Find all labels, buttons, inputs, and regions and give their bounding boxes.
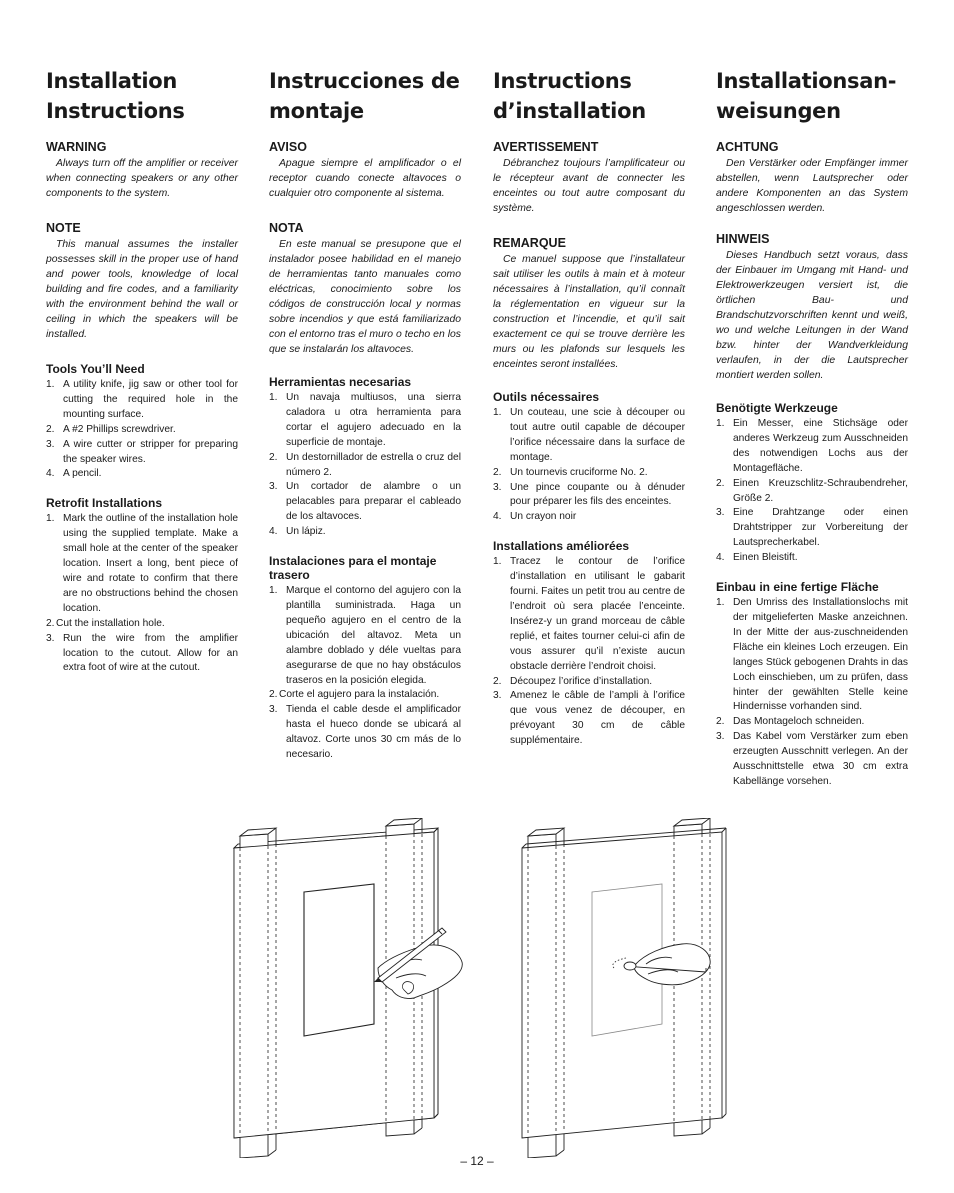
- list-item: 4. Un lápiz.: [269, 526, 326, 538]
- warning-heading: AVISO: [269, 140, 307, 154]
- list-item: 3. Das Kabel vom Verstärker zum eben erzeugten Ausschnitt verlegen. An der Ausschnittstelle etwa 30 cm extra Kabellänge vorsehen.: [716, 731, 908, 787]
- list-item: 1. Den Umriss des Installationslochs mit der mitgelieferten Maske anzeichnen. In der Mitte der aus-zuschneidenden Fläche ein kleines Loch erzeugen. Ein langes Stück gebogenen Drahts in das Loch einschieben, um zu prüfen, dass hinter der gewählten Stelle keine Hindernisse vorhanden sind.: [716, 597, 909, 713]
- illustration-mark-outline: [228, 818, 474, 1158]
- list-item: 2. A #2 Phillips screwdriver.: [46, 423, 176, 435]
- list-item: 1. A utility knife, jig saw or other tool for cutting the required hole in the mounting surface.: [46, 379, 238, 420]
- tools-heading: Tools You’ll Need: [46, 362, 145, 376]
- list-item: 1. Tracez le contour de l’orifice d’installation en utilisant le gabarit fourni. Faites un petit trou au centre de l’endroit où sera placée l’enceinte. Insérez-y un grand morceau de câble replié, et faites tourner celui-ci afin de vous assurer qu’il n’existe aucun obstacle derrière l’endroit choisi.: [493, 556, 685, 672]
- install-heading: Retrofit Installations: [46, 496, 163, 511]
- column-english: [46, 66, 238, 676]
- list-item: 4. A pencil.: [46, 468, 102, 480]
- section-title: Installation Instructions: [46, 69, 185, 123]
- tools-heading: Outils nécessaires: [493, 390, 600, 404]
- list-item: 2. Un destornillador de estrella o cruz del número 2.: [269, 451, 461, 478]
- list-item: 3. Tienda el cable desde el amplificador hasta el hueco donde se ubicará al altavoz. Corte unos 30 cm más de lo necesario.: [269, 704, 461, 761]
- note-text: Dieses Handbuch setzt voraus, dass der Einbauer im Umgang mit Hand- und Elektrowerkzeugen versiert ist, die örtlichen Bau- und Brandschutzvorschriften kennt und weiß, wo und welche Leitungen in der Wand bzw. hinter der Wandverkleidung verlaufen, in der die Lautsprecher montiert werden sollen.: [716, 250, 908, 381]
- list-item: 1. Un couteau, une scie à découper ou tout autre outil capable de découper l’orifice nécessaire dans la surface de montage.: [493, 407, 685, 463]
- note-heading: NOTE: [46, 221, 81, 235]
- list-item: 3. Une pince coupante ou à dénuder pour préparer les fils des enceintes.: [493, 481, 685, 508]
- install-list: [716, 596, 908, 790]
- install-list: [46, 512, 238, 676]
- list-item: 2. Das Montageloch schneiden.: [716, 716, 865, 728]
- note-text: This manual assumes the installer possesses skill in the proper use of hand and power tools, knowledge of local building and fire codes, and a familiarity with the environment behind the wall or ceiling in which the speakers will be installed.: [46, 239, 238, 340]
- note-heading: HINWEIS: [716, 232, 770, 246]
- list-item: 1. Un navaja multiusos, una sierra caladora u otra herramienta para cortar el agujero adecuado en la superficie de montaje.: [269, 392, 461, 448]
- list-item: 3. Amenez le câble de l’ampli à l’orifice que vous venez de découper, en prévoyant 30 cm de câble supplémentaire.: [493, 690, 685, 747]
- warning-heading: AVERTISSEMENT: [493, 140, 599, 154]
- list-item: 3. Eine Drahtzange oder einen Drahtstripper zur Vorbereitung der Lautsprecherkabel.: [716, 507, 908, 549]
- tools-list: [46, 378, 238, 482]
- illustration-check-obstructions: [516, 818, 762, 1158]
- tools-list: [716, 417, 908, 566]
- warning-text: Apague siempre el amplificador o el receptor cuando conecte altavoces o cualquier otro componente al sistema.: [269, 158, 461, 199]
- section-title: Instrucciones de montaje: [269, 69, 460, 123]
- tools-list: [493, 406, 685, 525]
- list-item: 3. Run the wire from the amplifier location to the cutout. Allow for an extra foot of wire at the cutout.: [46, 632, 238, 674]
- column-german: [716, 66, 908, 790]
- list-item: 4. Un crayon noir: [493, 511, 577, 523]
- note-text: En este manual se presupone que el instalador posee habilidad en el manejo de herramientas tanto manuales como eléctricas, conocimiento sobre los códigos de construcción local y normas sobre incendios y que está familiarizado con el entorno tras el muro o techo en los que se instalarán los altavoces.: [269, 239, 461, 355]
- warning-text: Débranchez toujours l’amplificateur ou le récepteur avant de connecter les enceintes ou tout autre composant du système.: [493, 158, 685, 214]
- warning-heading: ACHTUNG: [716, 140, 779, 154]
- tools-heading: Herramientas necesarias: [269, 375, 412, 389]
- install-list: [269, 584, 461, 763]
- install-list: [493, 555, 685, 749]
- list-item: 2. Einen Kreuzschlitz-Schraubendreher, Größe 2.: [716, 477, 908, 504]
- warning-heading: WARNING: [46, 140, 107, 154]
- list-item: 1. Marque el contorno del agujero con la plantilla suministrada. Haga un pequeño agujero en el centro de la ubicación del altavoz. Meta un alambre doblado y déle vueltas para asegurarse de que no hay obstáculos traseros en la posición elegida.: [269, 585, 461, 686]
- page-number: – 12 –: [460, 1154, 494, 1168]
- section-title: Instructions d’installation: [493, 69, 646, 123]
- install-heading: Einbau in eine fertige Fläche: [716, 580, 879, 595]
- tools-list: [269, 391, 461, 540]
- install-heading: Instalaciones para el montaje trasero: [269, 554, 437, 583]
- list-item: 4. Einen Bleistift.: [716, 552, 798, 564]
- note-text: Ce manuel suppose que l’installateur sait utiliser les outils à main et à moteur nécessaires à l’installation, qu’il connaît la réglementation en vigueur sur la construction et l’incendie, et qu’il sait exactement ce qui se trouve derrière les murs ou les plafonds sur lesquels les enceintes seront installées.: [493, 254, 685, 370]
- warning-text: Den Verstärker oder Empfänger immer abstellen, wenn Lautsprecher oder andere Komponenten an das System angeschlossen werden.: [716, 158, 908, 214]
- install-heading: Installations améliorées: [493, 539, 630, 554]
- warning-text: Always turn off the amplifier or receiver when connecting speakers or any other components to the system.: [46, 158, 238, 199]
- tools-heading: Benötigte Werkzeuge: [716, 401, 838, 415]
- list-item: 3. Un cortador de alambre o un pelacables para preparar el cableado de los altavoces.: [269, 481, 461, 523]
- list-item: 1. Ein Messer, eine Stichsäge oder anderes Werkzeug zum Ausschneiden des notwendigen Lochs aus der Montagefläche.: [716, 418, 908, 474]
- list-item: 2. Cut the installation hole.: [46, 617, 165, 629]
- list-item: 2. Découpez l’orifice d’installation.: [493, 675, 653, 687]
- column-spanish: [269, 66, 461, 763]
- section-title: Installationsan- weisungen: [716, 69, 897, 123]
- list-item: 1. Mark the outline of the installation hole using the supplied template. Make a small hole at the center of the speaker location. Insert a long, bent piece of wire and rotate to confirm that there are no obstructions behind the chosen location.: [46, 513, 238, 614]
- list-item: 3. A wire cutter or stripper for preparing the speaker wires.: [46, 438, 238, 465]
- note-heading: NOTA: [269, 221, 304, 235]
- column-french: [493, 66, 685, 749]
- list-item: 2. Un tournevis cruciforme No. 2.: [493, 466, 648, 478]
- note-heading: REMARQUE: [493, 236, 566, 250]
- list-item: 2. Corte el agujero para la instalación.: [269, 689, 440, 701]
